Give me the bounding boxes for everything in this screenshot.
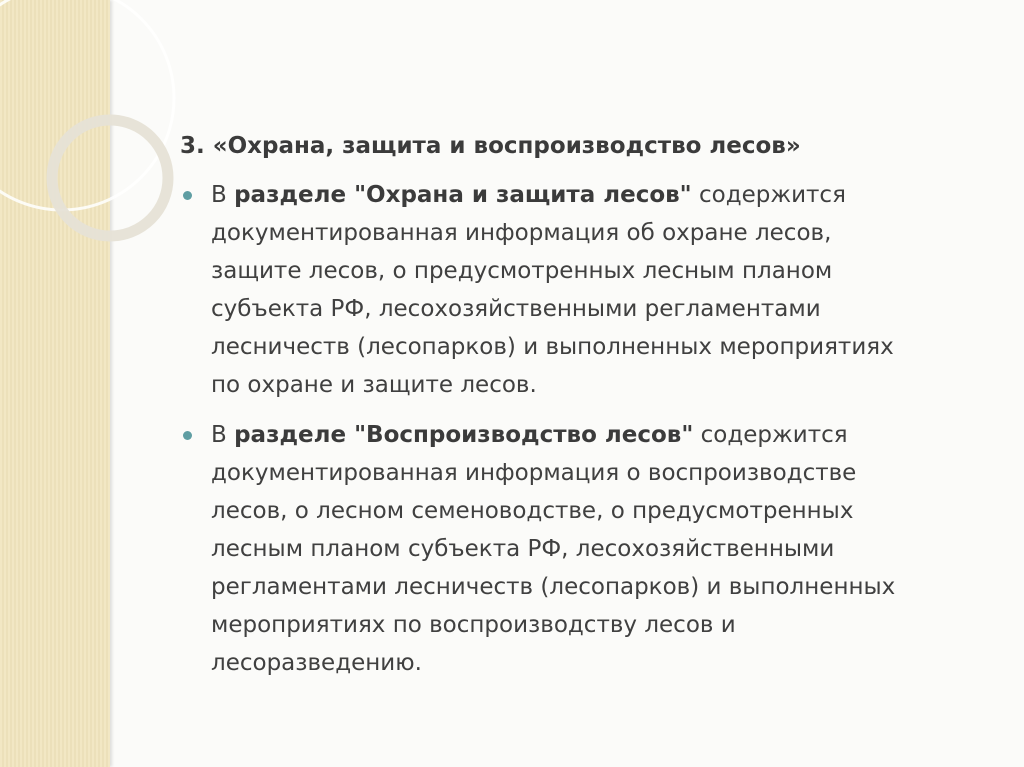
slide-heading: 3. «Охрана, защита и воспроизводство лесов» xyxy=(180,133,801,159)
bullet-prefix: В xyxy=(211,182,235,208)
bullet-list xyxy=(180,176,980,694)
bullet-bold-title: разделе "Воспроизводство лесов" xyxy=(234,422,694,448)
bullet-line: документированная информация об охране лесов, xyxy=(211,220,832,246)
bullet-dot-icon xyxy=(183,191,192,200)
bullet-dot-icon xyxy=(183,431,192,440)
bullet-item-reproduction xyxy=(180,416,980,682)
bullet-line: лесов, о лесном семеноводстве, о предусмотренных xyxy=(211,498,854,524)
bullet-prefix: В xyxy=(211,422,235,448)
bullet-line: субъекта РФ, лесохозяйственными регламентами xyxy=(211,296,821,322)
bullet-first-line xyxy=(211,176,980,214)
bullet-line: защите лесов, о предусмотренных лесным планом xyxy=(211,258,833,284)
bullet-line: документированная информация о воспроизводстве xyxy=(211,460,857,486)
bullet-line: лесным планом субъекта РФ, лесохозяйственными xyxy=(211,536,835,562)
bullet-line: лесоразведению. xyxy=(211,650,422,676)
bullet-line: содержится xyxy=(693,422,848,448)
bullet-line: содержится xyxy=(691,182,846,208)
bullet-line: регламентами лесничеств (лесопарков) и выполненных xyxy=(211,574,896,600)
bullet-first-line xyxy=(211,416,980,454)
bullet-bold-title: разделе "Охрана и защита лесов" xyxy=(234,182,692,208)
bullet-line: по охране и защите лесов. xyxy=(211,372,537,398)
bullet-line: мероприятиях по воспроизводству лесов и xyxy=(211,612,736,638)
bullet-item-protection xyxy=(180,176,980,404)
bullet-line: лесничеств (лесопарков) и выполненных мероприятиях xyxy=(211,334,894,360)
